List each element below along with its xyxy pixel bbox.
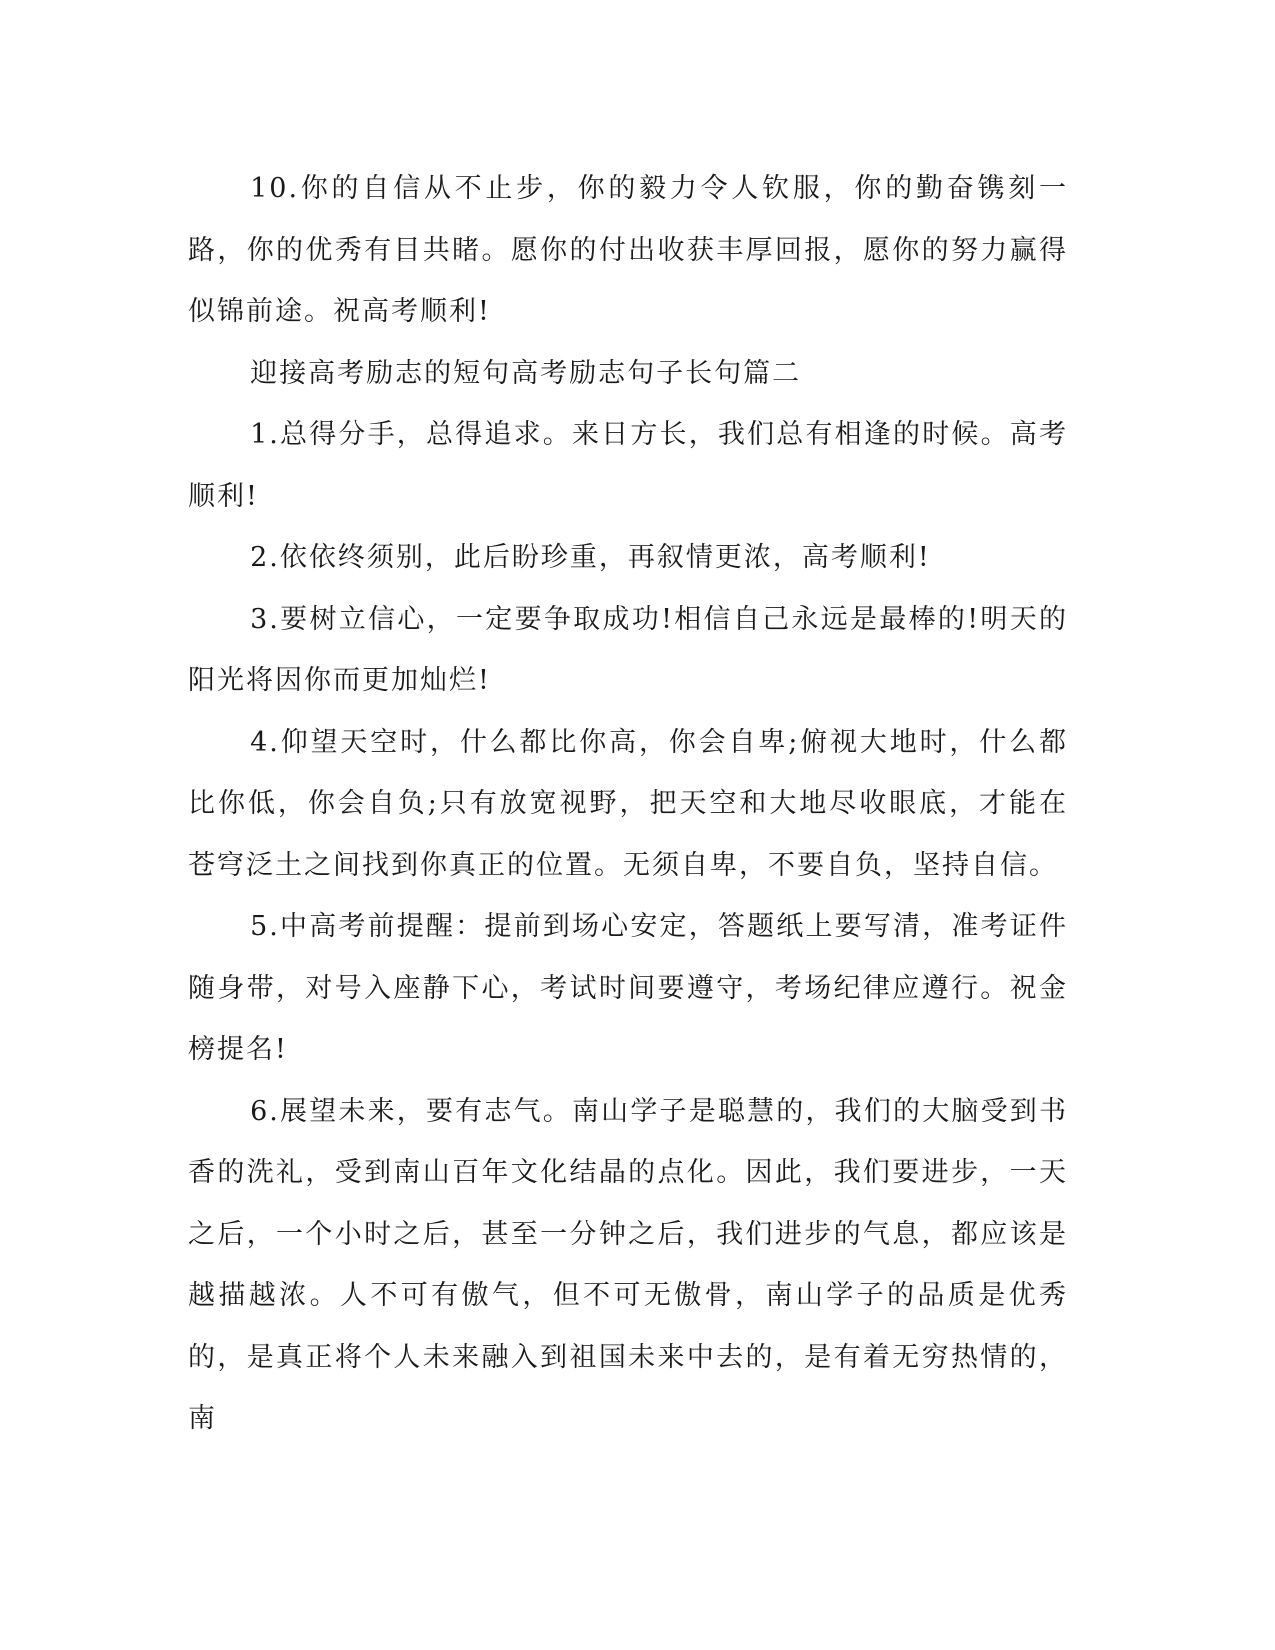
paragraph-10-wish: 10.你的自信从不止步，你的毅力令人钦服，你的勤奋镌刻一路，你的优秀有目共睹。愿你的付出收获丰厚回报，愿你的努力赢得似锦前途。祝高考顺利! [188,173,1068,327]
paragraph-4: 4.仰望天空时，什么都比你高，你会自卑;俯视大地时，什么都比你低，你会自负;只有放宽视野，把天空和大地尽收眼底，才能在苍穹泛土之间找到你真正的位置。无须自卑，不要自负，坚持自信。 [188,726,1068,881]
paragraph-2: 2.依依终须别，此后盼珍重，再叙情更浓，高考顺利! [250,542,931,573]
section-heading: 迎接高考励志的短句高考励志句子长句篇二 [250,357,802,389]
paragraph-3: 3.要树立信心，一定要争取成功!相信自己永远是最棒的!明天的阳光将因你而更加灿烂! [188,603,1068,696]
document-body [188,158,1068,1450]
paragraph-5: 5.中高考前提醒：提前到场心安定，答题纸上要写清，准考证件随身带，对号入座静下心，考试时间要遵守，考场纪律应遵行。祝金榜提名! [188,911,1068,1065]
paragraph-6: 6.展望未来，要有志气。南山学子是聪慧的，我们的大脑受到书香的洗礼，受到南山百年文化结晶的点化。因此，我们要进步，一天之后，一个小时之后，甚至一分钟之后，我们进步的气息，都应该是越描越浓。人不可有傲气，但不可无傲骨，南山学子的品质是优秀的，是真正将个人未来融入到祖国未来中去的，是有着无穷热情的，南 [188,1095,1068,1434]
paragraph-1: 1.总得分手，总得追求。来日方长，我们总有相逢的时候。高考顺利! [188,419,1068,512]
